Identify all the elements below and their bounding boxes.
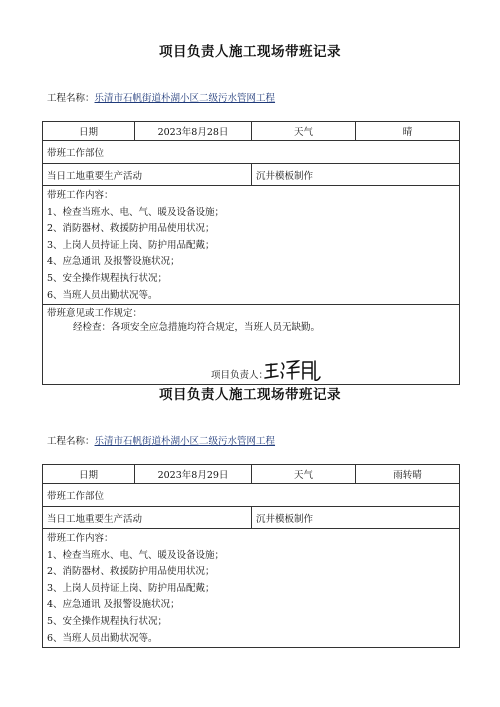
record-2-project-line (47, 433, 275, 447)
activity-value: 沉井模板制作 (252, 507, 460, 529)
content-item: 2、消防器材、救援防护用品使用状况； (47, 223, 215, 235)
date-value: 2023年8月28日 (135, 122, 252, 141)
leader-label: 项目负责人： (211, 370, 269, 382)
date-label: 日期 (43, 465, 135, 484)
record-2-table (42, 464, 460, 648)
work-content-cell (43, 529, 460, 648)
content-heading: 带班工作内容： (47, 533, 114, 544)
content-item: 4、应急通讯 及报警设施状况； (47, 599, 180, 611)
content-item: 5、安全操作规程执行状况； (47, 615, 168, 627)
opinion-text: 经检查：各项安全应急措施均符合规定，当班人员无缺勤。 (73, 322, 321, 334)
record-1-table (42, 121, 460, 385)
activity-label: 当日工地重要生产活动 (43, 507, 252, 529)
weather-label: 天气 (252, 465, 356, 484)
opinion-cell (43, 305, 460, 385)
project-name: 乐清市石帆街道朴湖小区二级污水管网工程 (94, 93, 276, 104)
record-1-title: 项目负责人施工现场带班记录 (159, 44, 341, 60)
content-item: 3、上岗人员持证上岗、防护用品配戴； (47, 582, 215, 594)
activity-label: 当日工地重要生产活动 (43, 164, 252, 186)
date-label: 日期 (43, 122, 135, 141)
project-label: 工程名称： (47, 436, 95, 447)
project-name: 乐清市石帆街道朴湖小区二级污水管网工程 (94, 436, 276, 447)
content-heading: 带班工作内容： (47, 190, 114, 201)
weather-label: 天气 (252, 122, 356, 141)
content-item: 5、安全操作规程执行状况； (47, 272, 168, 284)
content-item: 2、消防器材、救援防护用品使用状况； (47, 566, 215, 578)
content-item: 3、上岗人员持证上岗、防护用品配戴； (47, 239, 215, 251)
date-value: 2023年8月29日 (135, 465, 252, 484)
record-2-title: 项目负责人施工现场带班记录 (159, 387, 341, 403)
content-item: 6、当班人员出勤状况等。 (47, 289, 158, 301)
work-dept-label: 带班工作部位 (43, 141, 460, 164)
weather-value: 晴 (356, 122, 460, 141)
content-item: 6、当班人员出勤状况等。 (47, 632, 158, 644)
work-content-cell (43, 186, 460, 305)
project-label: 工程名称： (47, 93, 95, 104)
activity-value: 沉井模板制作 (252, 164, 460, 186)
weather-value: 雨转晴 (356, 465, 460, 484)
content-item: 1、检查当班水、电、气、暖及设备设施； (47, 206, 225, 218)
work-dept-label: 带班工作部位 (43, 484, 460, 507)
opinion-label: 带班意见或工作规定： (47, 308, 143, 320)
content-item: 4、应急通讯 及报警设施状况； (47, 256, 180, 268)
record-1-project-line (47, 90, 275, 104)
content-item: 1、检查当班水、电、气、暖及设备设施； (47, 549, 225, 561)
signature-image (263, 357, 323, 383)
